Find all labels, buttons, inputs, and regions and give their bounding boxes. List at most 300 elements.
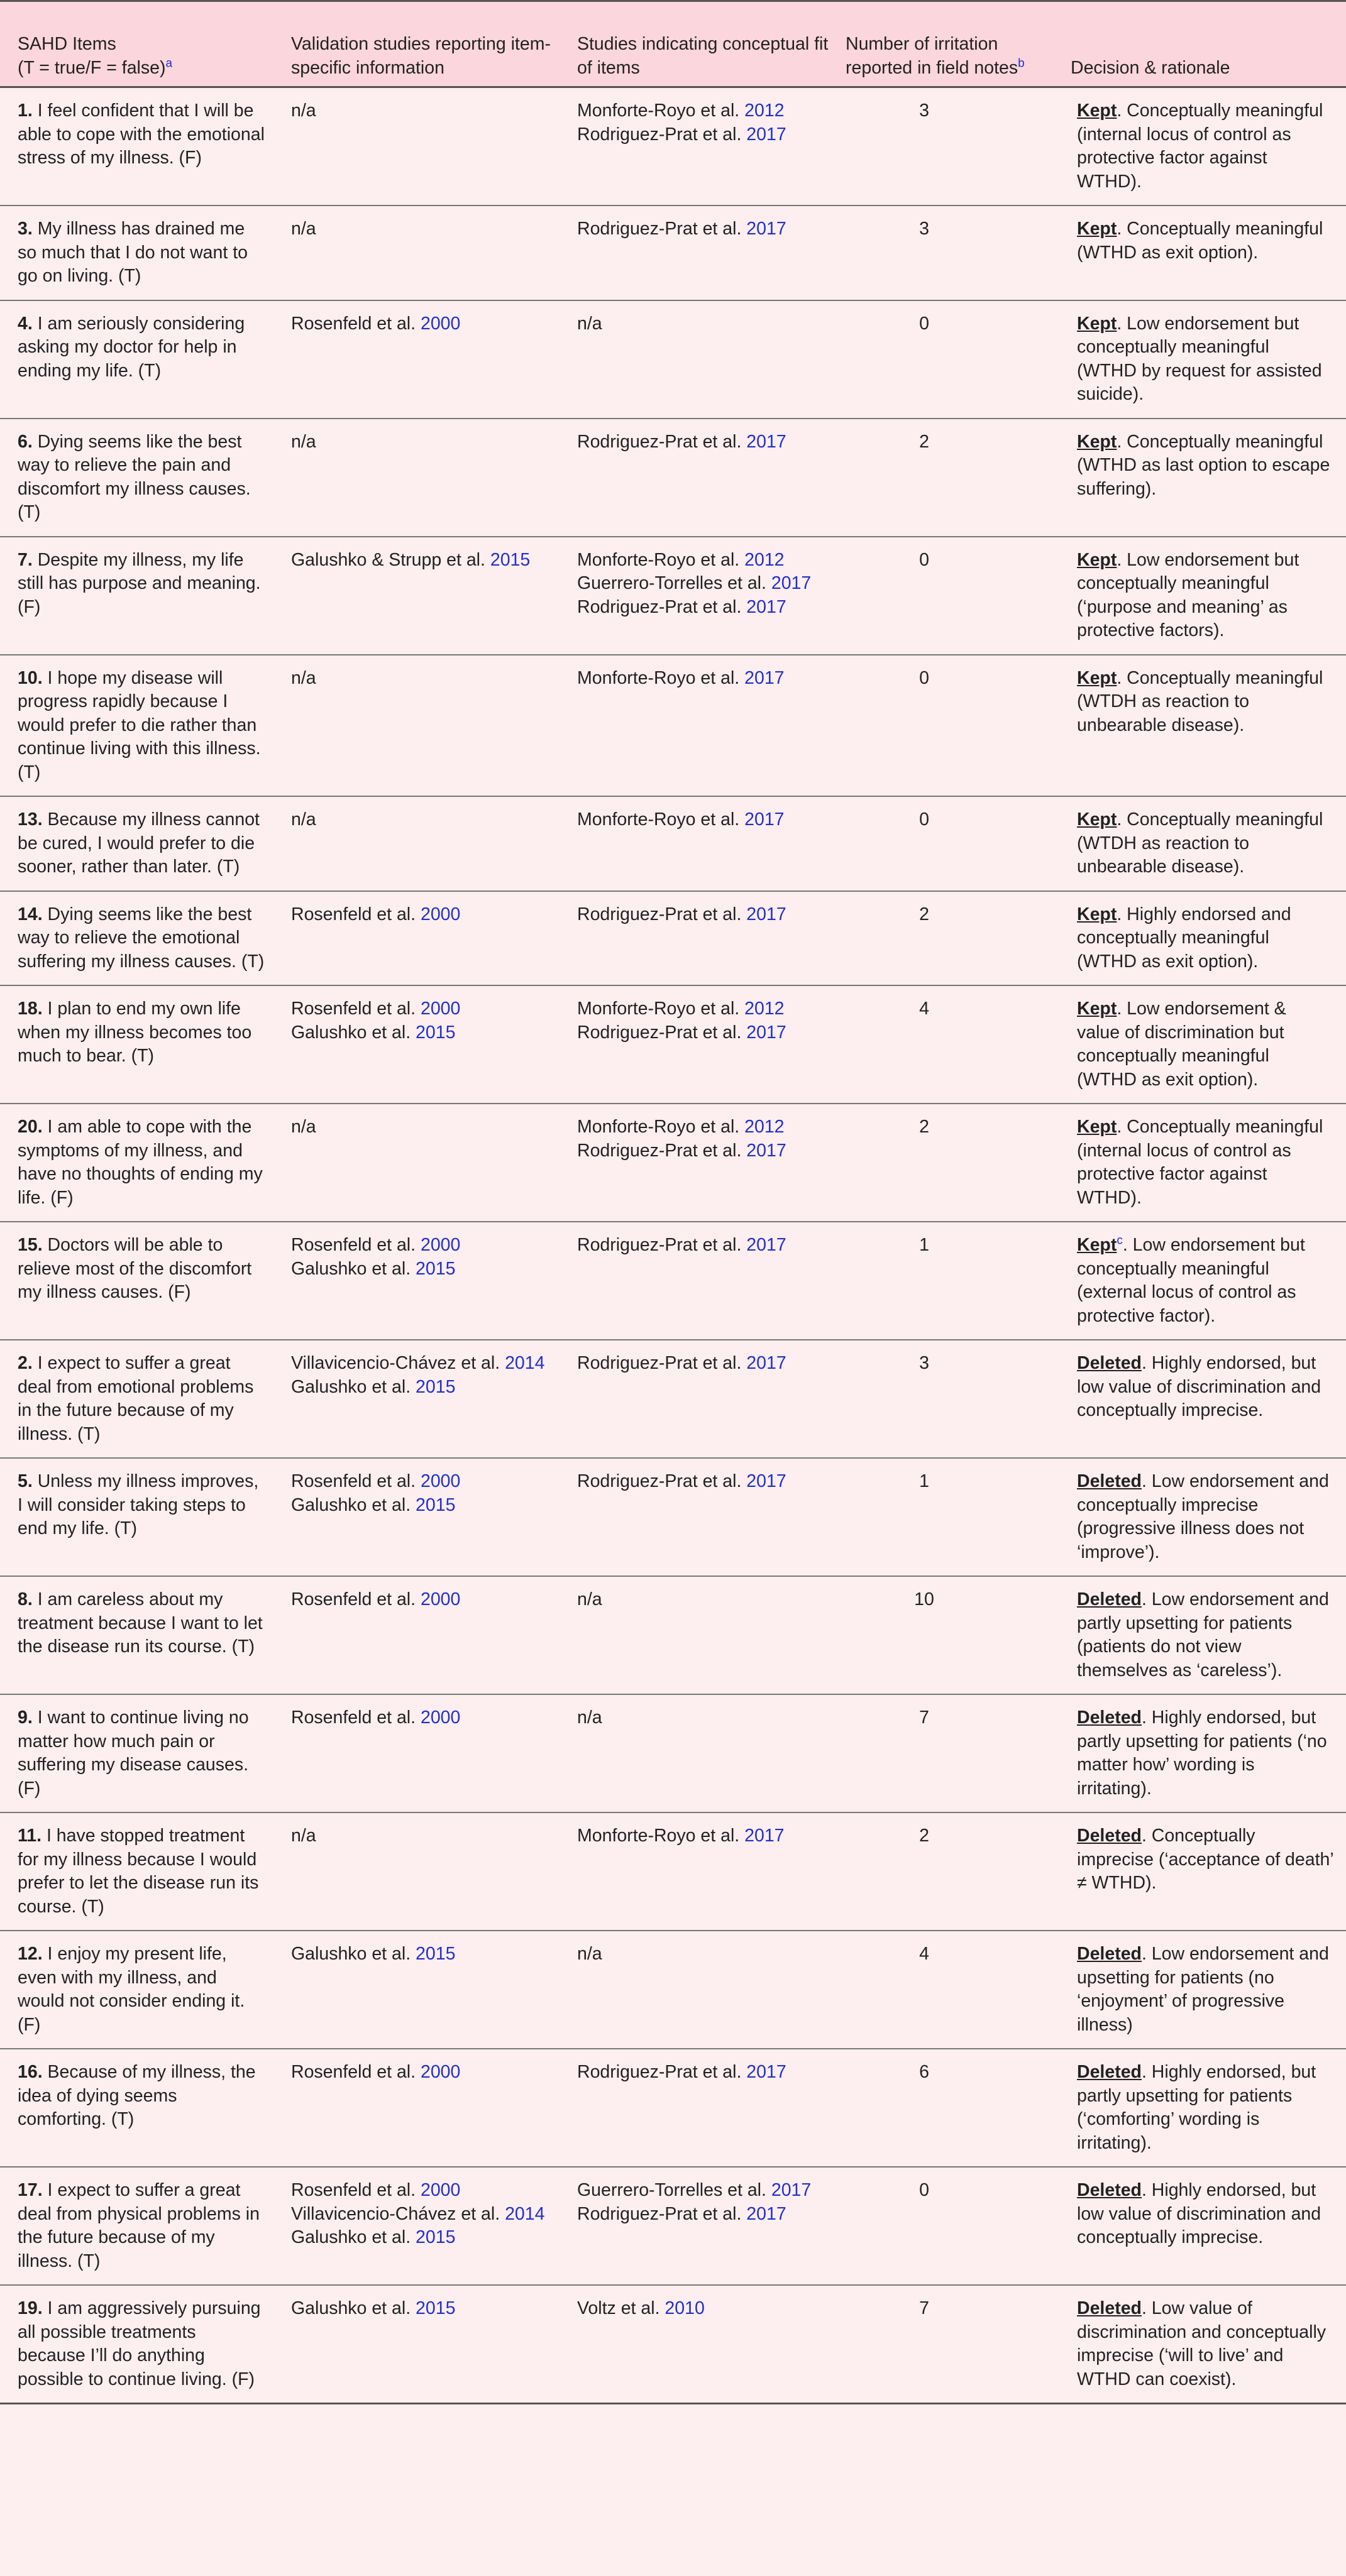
item-number: 19. bbox=[18, 2298, 43, 2318]
citation-year-link[interactable]: 2000 bbox=[420, 1471, 461, 1491]
citation-authors: Rosenfeld et al. bbox=[291, 904, 421, 924]
citation-authors: Monforte-Royo et al. bbox=[577, 101, 745, 121]
item-number: 10. bbox=[18, 667, 43, 688]
citation-authors: n/a bbox=[291, 809, 316, 830]
item-number: 18. bbox=[18, 999, 43, 1019]
conceptual-fit-cell bbox=[560, 2049, 846, 2167]
validation-studies-cell bbox=[273, 796, 560, 891]
citation-authors: Rodriguez-Prat et al. bbox=[577, 124, 747, 145]
conceptual-fit-cell bbox=[560, 1812, 846, 1931]
citation-year-link[interactable]: 2012 bbox=[744, 549, 785, 570]
irritation-count-cell: 2 bbox=[919, 904, 929, 924]
item-number: 7. bbox=[18, 549, 33, 570]
validation-studies-cell bbox=[273, 985, 560, 1104]
citation-year-link[interactable]: 2015 bbox=[416, 1258, 456, 1279]
citation bbox=[577, 430, 837, 454]
table-row bbox=[0, 2167, 1346, 2285]
citation-authors: Rodriguez-Prat et al. bbox=[577, 1022, 747, 1043]
citation-year-link[interactable]: 2017 bbox=[746, 431, 786, 452]
citation bbox=[291, 430, 551, 454]
validation-studies-cell bbox=[273, 1104, 560, 1222]
table-row bbox=[0, 655, 1346, 797]
item-text: My illness has drained me so much that I do not want to go on living. (T) bbox=[18, 219, 248, 286]
citation-authors: Rodriguez-Prat et al. bbox=[577, 1471, 747, 1491]
decision-label: Kept bbox=[1077, 999, 1117, 1019]
decision-rationale: . Conceptually meaningful (WTHD as exit option). bbox=[1077, 219, 1323, 263]
conceptual-fit-cell bbox=[560, 1340, 846, 1458]
citation bbox=[291, 1943, 551, 1966]
citation bbox=[291, 1234, 551, 1258]
sahd-item-cell bbox=[0, 796, 273, 891]
item-text: I expect to suffer a great deal from emotional problems in the future because of my illness. (T) bbox=[18, 1353, 254, 1444]
citation bbox=[291, 312, 551, 336]
table-row bbox=[0, 1222, 1346, 1340]
citation-authors: Galushko et al. bbox=[291, 2298, 416, 2318]
citation-authors: Rosenfeld et al. bbox=[291, 2062, 421, 2082]
irritation-count-cell: 4 bbox=[919, 1944, 929, 1964]
sahd-item-cell bbox=[0, 1931, 273, 2049]
irritation-count-cell: 3 bbox=[919, 219, 929, 239]
citation bbox=[291, 2203, 551, 2227]
citation-year-link[interactable]: 2017 bbox=[746, 124, 786, 145]
decision-label: Kept bbox=[1077, 1117, 1117, 1137]
citation-year-link[interactable]: 2015 bbox=[416, 1944, 456, 1964]
item-number: 9. bbox=[18, 1707, 33, 1728]
decision-label: Deleted bbox=[1077, 1589, 1142, 1609]
conceptual-fit-cell bbox=[560, 206, 846, 300]
irritation-count-cell: 3 bbox=[919, 101, 929, 121]
item-text: I am able to cope with the symptoms of my illness, and have no thoughts of ending my life. (F) bbox=[18, 1117, 263, 1208]
citation-authors: n/a bbox=[577, 313, 602, 334]
sahd-item-cell bbox=[0, 1340, 273, 1458]
citation bbox=[577, 1943, 837, 1966]
citation-year-link[interactable]: 2017 bbox=[771, 573, 812, 593]
footnote-marker: c bbox=[1117, 1234, 1123, 1247]
citation-year-link[interactable]: 2017 bbox=[746, 2203, 786, 2224]
item-number: 2. bbox=[18, 1353, 33, 1373]
conceptual-fit-cell bbox=[560, 1104, 846, 1222]
citation bbox=[577, 312, 837, 336]
citation bbox=[291, 1824, 551, 1848]
conceptual-fit-cell bbox=[560, 419, 846, 537]
decision-label: Deleted bbox=[1077, 1826, 1142, 1846]
decision-rationale: . Low endorsement and upsetting for patients (no ‘enjoyment’ of progressive illness) bbox=[1077, 1944, 1329, 2035]
citation bbox=[577, 1115, 837, 1139]
citation-authors: Villavicencio-Chávez et al. bbox=[291, 2203, 505, 2224]
decision-label: Deleted bbox=[1077, 1471, 1142, 1491]
citation-year-link[interactable]: 2017 bbox=[746, 1235, 786, 1255]
citation bbox=[577, 99, 837, 123]
citation bbox=[291, 2226, 551, 2250]
irritation-count-cell: 0 bbox=[919, 549, 929, 570]
decision-rationale: . Low value of discrimination and conceptually imprecise (‘will to live’ and WTHD can coexist). bbox=[1077, 2298, 1327, 2389]
decision-rationale: . Conceptually meaningful (WTDH as reaction to unbearable disease). bbox=[1077, 667, 1323, 735]
sahd-item-cell bbox=[0, 1812, 273, 1931]
table-row bbox=[0, 1931, 1346, 2049]
irritation-count-cell: 0 bbox=[919, 313, 929, 334]
validation-studies-cell bbox=[273, 419, 560, 537]
header-irritation-count: Number of irritation reported in field notes$^b$ bbox=[846, 34, 1025, 78]
citation-authors: Rodriguez-Prat et al. bbox=[577, 1353, 747, 1373]
validation-studies-cell bbox=[273, 1931, 560, 2049]
conceptual-fit-cell bbox=[560, 1576, 846, 1694]
citation-year-link[interactable]: 2017 bbox=[746, 1471, 786, 1491]
citation-year-link[interactable]: 2017 bbox=[771, 2180, 812, 2200]
validation-studies-cell bbox=[273, 1576, 560, 1694]
citation bbox=[577, 1588, 837, 1612]
citation bbox=[291, 2061, 551, 2085]
irritation-count-cell: 0 bbox=[919, 2180, 929, 2200]
sahd-item-cell bbox=[0, 1104, 273, 1222]
decision-label: Kept bbox=[1077, 809, 1117, 830]
citation bbox=[577, 1824, 837, 1848]
validation-studies-cell bbox=[273, 891, 560, 986]
sahd-item-cell bbox=[0, 2049, 273, 2167]
citation-authors: Galushko et al. bbox=[291, 1944, 416, 1964]
irritation-count-cell: 7 bbox=[919, 2298, 929, 2318]
citation-year-link[interactable]: 2014 bbox=[505, 2203, 545, 2224]
citation-year-link[interactable]: 2015 bbox=[416, 2298, 456, 2318]
decision-cell bbox=[1053, 655, 1346, 797]
citation-year-link[interactable]: 2012 bbox=[744, 999, 785, 1019]
item-number: 6. bbox=[18, 431, 33, 452]
citation-authors: n/a bbox=[291, 219, 316, 239]
citation bbox=[577, 903, 837, 927]
decision-rationale: . Highly endorsed, but low value of discrimination and conceptually imprecise. bbox=[1077, 2180, 1321, 2247]
table-row bbox=[0, 537, 1346, 655]
decision-rationale: . Low endorsement but conceptually meaningful (‘purpose and meaning’ as protective factors). bbox=[1077, 549, 1299, 640]
citation bbox=[291, 1115, 551, 1139]
header-validation-studies: Validation studies reporting item-specific information bbox=[291, 34, 551, 78]
decision-rationale: . Highly endorsed and conceptually meaningful (WTHD as exit option). bbox=[1077, 904, 1291, 972]
citation-authors: Monforte-Royo et al. bbox=[577, 809, 745, 830]
citation bbox=[291, 997, 551, 1021]
citation-year-link[interactable]: 2015 bbox=[416, 2227, 456, 2247]
citation-year-link[interactable]: 2015 bbox=[416, 1022, 456, 1043]
header-sahd-items: SAHD Items (T = true/F = false)$^a$ bbox=[18, 34, 173, 78]
validation-studies-cell bbox=[273, 300, 560, 419]
sahd-item-cell bbox=[0, 2285, 273, 2404]
decision-label: Deleted bbox=[1077, 1944, 1142, 1964]
irritation-count-cell: 0 bbox=[919, 667, 929, 688]
citation-year-link[interactable]: 2017 bbox=[746, 596, 786, 617]
item-text: I want to continue living no matter how much pain or suffering my disease causes. (F) bbox=[18, 1707, 249, 1799]
citation-authors: Galushko et al. bbox=[291, 1022, 416, 1043]
citation-authors: Voltz et al. bbox=[577, 2298, 665, 2318]
conceptual-fit-cell bbox=[560, 1694, 846, 1812]
citation-year-link[interactable]: 2000 bbox=[420, 313, 461, 334]
irritation-count-cell: 4 bbox=[919, 999, 929, 1019]
item-text: I expect to suffer a great deal from physical problems in the future because of my illness. (T) bbox=[18, 2180, 260, 2271]
header-conceptual-fit: Studies indicating conceptual fit of items bbox=[577, 34, 829, 78]
conceptual-fit-cell bbox=[560, 300, 846, 419]
conceptual-fit-cell bbox=[560, 796, 846, 891]
citation bbox=[577, 997, 837, 1021]
decision-rationale: . Low endorsement and partly upsetting for patients (patients do not view themselves as ‘careless’). bbox=[1077, 1589, 1329, 1680]
citation bbox=[291, 549, 551, 573]
citation-authors: Galushko et al. bbox=[291, 2227, 416, 2247]
citation bbox=[577, 1234, 837, 1258]
item-number: 20. bbox=[18, 1117, 43, 1137]
table-row bbox=[0, 1694, 1346, 1812]
decision-label: Kept bbox=[1077, 431, 1117, 452]
citation-year-link[interactable]: 2000 bbox=[420, 999, 461, 1019]
citation-year-link[interactable]: 2017 bbox=[746, 904, 786, 924]
decision-rationale: . Highly endorsed, but partly upsetting for patients (‘no matter how’ wording is irritating). bbox=[1077, 1707, 1327, 1799]
table-row bbox=[0, 1340, 1346, 1458]
citation bbox=[577, 217, 837, 241]
citation-year-link[interactable]: 2012 bbox=[744, 101, 785, 121]
citation bbox=[577, 549, 837, 573]
citation-year-link[interactable]: 2017 bbox=[746, 1022, 786, 1043]
citation-authors: Guerrero-Torrelles et al. bbox=[577, 2180, 771, 2200]
citation-year-link[interactable]: 2017 bbox=[744, 667, 785, 688]
table-row bbox=[0, 2049, 1346, 2167]
sahd-item-cell bbox=[0, 419, 273, 537]
sahd-item-cell bbox=[0, 655, 273, 797]
item-number: 16. bbox=[18, 2062, 43, 2082]
citation bbox=[577, 808, 837, 832]
citation-year-link[interactable]: 2015 bbox=[416, 1494, 456, 1515]
decision-cell bbox=[1053, 2167, 1346, 2285]
citation bbox=[291, 1376, 551, 1400]
item-text: Dying seems like the best way to relieve the emotional suffering my illness causes. (T) bbox=[18, 904, 265, 972]
table-row bbox=[0, 419, 1346, 537]
decision-cell bbox=[1053, 1222, 1346, 1340]
conceptual-fit-cell bbox=[560, 985, 846, 1104]
citation bbox=[291, 2297, 551, 2321]
table-row bbox=[0, 1104, 1346, 1222]
validation-studies-cell bbox=[273, 1458, 560, 1576]
citation-year-link[interactable]: 2017 bbox=[744, 1826, 785, 1846]
citation-authors: Rodriguez-Prat et al. bbox=[577, 431, 747, 452]
decision-rationale: . Conceptually meaningful (internal locus of control as protective factor against WTHD). bbox=[1077, 101, 1323, 192]
citation-year-link[interactable]: 2017 bbox=[746, 219, 786, 239]
table-row bbox=[0, 796, 1346, 891]
decision-cell bbox=[1053, 1458, 1346, 1576]
citation-year-link[interactable]: 2012 bbox=[744, 1117, 785, 1137]
irritation-count-cell: 1 bbox=[919, 1471, 929, 1491]
citation-authors: Rodriguez-Prat et al. bbox=[577, 1235, 747, 1255]
citation-year-link[interactable]: 2000 bbox=[420, 1235, 461, 1255]
citation bbox=[577, 1470, 837, 1494]
decision-cell bbox=[1053, 419, 1346, 537]
citation-authors: Rodriguez-Prat et al. bbox=[577, 2062, 747, 2082]
decision-cell bbox=[1053, 796, 1346, 891]
citation-year-link[interactable]: 2017 bbox=[746, 1140, 786, 1161]
citation bbox=[577, 1706, 837, 1730]
decision-label: Deleted bbox=[1077, 1353, 1142, 1373]
footnote-marker: a bbox=[165, 57, 173, 70]
citation bbox=[291, 1470, 551, 1494]
decision-cell bbox=[1053, 1931, 1346, 2049]
citation bbox=[291, 1588, 551, 1612]
citation bbox=[291, 1258, 551, 1281]
table-row bbox=[0, 206, 1346, 300]
decision-label: Kept bbox=[1077, 101, 1117, 121]
citation-authors: Rosenfeld et al. bbox=[291, 1589, 421, 1609]
citation bbox=[291, 2179, 551, 2203]
citation-authors: Rosenfeld et al. bbox=[291, 2180, 421, 2200]
citation-authors: Galushko et al. bbox=[291, 1494, 416, 1515]
decision-rationale: . Conceptually imprecise (‘acceptance of death’ ≠ WTHD). bbox=[1077, 1826, 1333, 1893]
citation-year-link[interactable]: 2015 bbox=[490, 549, 531, 570]
validation-studies-cell bbox=[273, 87, 560, 206]
sahd-item-cell bbox=[0, 206, 273, 300]
table-row bbox=[0, 985, 1346, 1104]
citation-year-link[interactable]: 2017 bbox=[746, 1353, 786, 1373]
table-row bbox=[0, 300, 1346, 419]
table-header bbox=[0, 1, 1346, 87]
citation-authors: Rosenfeld et al. bbox=[291, 1235, 421, 1255]
citation-year-link[interactable]: 2014 bbox=[505, 1353, 545, 1373]
decision-cell bbox=[1053, 985, 1346, 1104]
table-row bbox=[0, 2285, 1346, 2404]
sahd-item-cell bbox=[0, 87, 273, 206]
conceptual-fit-cell bbox=[560, 1931, 846, 2049]
citation-authors: Rodriguez-Prat et al. bbox=[577, 1140, 747, 1161]
item-text: I have stopped treatment for my illness because I would prefer to let the disease run its course. (T) bbox=[18, 1826, 259, 1917]
citation bbox=[291, 1706, 551, 1730]
citation-authors: Monforte-Royo et al. bbox=[577, 1117, 745, 1137]
item-text: I plan to end my own life when my illness becomes too much to bear. (T) bbox=[18, 999, 252, 1066]
irritation-count-cell: 2 bbox=[919, 431, 929, 452]
conceptual-fit-cell bbox=[560, 2167, 846, 2285]
validation-studies-cell bbox=[273, 655, 560, 797]
citation bbox=[577, 2297, 837, 2321]
decision-cell bbox=[1053, 1104, 1346, 1222]
irritation-count-cell: 6 bbox=[919, 2062, 929, 2082]
item-number: 14. bbox=[18, 904, 43, 924]
citation bbox=[577, 2203, 837, 2227]
citation bbox=[291, 667, 551, 691]
decision-cell bbox=[1053, 1812, 1346, 1931]
item-text: Unless my illness improves, I will consider taking steps to end my life. (T) bbox=[18, 1471, 259, 1538]
item-number: 12. bbox=[18, 1944, 43, 1964]
decision-rationale: . Conceptually meaningful (WTHD as last option to escape suffering). bbox=[1077, 431, 1330, 499]
decision-label: Kept bbox=[1077, 1235, 1117, 1255]
decision-rationale: . Low endorsement & value of discrimination but conceptually meaningful (WTHD as exit option). bbox=[1077, 999, 1286, 1090]
validation-studies-cell bbox=[273, 206, 560, 300]
decision-rationale: . Low endorsement but conceptually meaningful (external locus of control as protective factor). bbox=[1077, 1235, 1305, 1326]
decision-rationale: . Low endorsement but conceptually meaningful (WTHD by request for assisted suicide). bbox=[1077, 313, 1322, 404]
decision-cell bbox=[1053, 206, 1346, 300]
decision-label: Kept bbox=[1077, 549, 1117, 570]
decision-cell bbox=[1053, 537, 1346, 655]
citation-authors: n/a bbox=[577, 1589, 602, 1609]
sahd-item-cell bbox=[0, 2167, 273, 2285]
decision-cell bbox=[1053, 87, 1346, 206]
decision-rationale: . Low endorsement and conceptually imprecise (progressive illness does not ‘improve’). bbox=[1077, 1471, 1329, 1562]
item-text: Dying seems like the best way to relieve the pain and discomfort my illness causes. (T) bbox=[18, 431, 251, 522]
citation-authors: Galushko et al. bbox=[291, 1376, 416, 1397]
item-text: I feel confident that I will be able to cope with the emotional stress of my illness. (F) bbox=[18, 101, 265, 168]
decision-label: Kept bbox=[1077, 219, 1117, 239]
decision-label: Deleted bbox=[1077, 1707, 1142, 1728]
citation-year-link[interactable]: 2000 bbox=[420, 1707, 461, 1728]
sahd-item-cell bbox=[0, 1694, 273, 1812]
item-number: 15. bbox=[18, 1235, 43, 1255]
citation-year-link[interactable]: 2010 bbox=[665, 2298, 705, 2318]
item-text: Despite my illness, my life still has purpose and meaning. (F) bbox=[18, 549, 261, 617]
item-text: I am seriously considering asking my doctor for help in ending my life. (T) bbox=[18, 313, 245, 381]
citation-authors: Guerrero-Torrelles et al. bbox=[577, 573, 771, 593]
citation bbox=[291, 217, 551, 241]
citation bbox=[291, 1352, 551, 1376]
citation bbox=[577, 1021, 837, 1045]
decision-label: Deleted bbox=[1077, 2298, 1142, 2318]
footnote-marker: b bbox=[1018, 57, 1025, 70]
citation bbox=[577, 1139, 837, 1163]
conceptual-fit-cell bbox=[560, 1458, 846, 1576]
irritation-count-cell: 3 bbox=[919, 1353, 929, 1373]
item-number: 11. bbox=[18, 1826, 42, 1846]
irritation-count-cell: 1 bbox=[919, 1235, 929, 1255]
item-number: 5. bbox=[18, 1471, 33, 1491]
decision-cell bbox=[1053, 2285, 1346, 2404]
citation-authors: n/a bbox=[577, 1944, 602, 1964]
citation bbox=[577, 2061, 837, 2085]
citation-year-link[interactable]: 2000 bbox=[420, 2062, 461, 2082]
conceptual-fit-cell bbox=[560, 1222, 846, 1340]
citation-year-link[interactable]: 2017 bbox=[746, 2062, 786, 2082]
citation-authors: Rosenfeld et al. bbox=[291, 313, 421, 334]
citation-year-link[interactable]: 2000 bbox=[420, 904, 461, 924]
citation-authors: Galushko & Strupp et al. bbox=[291, 549, 490, 570]
decision-rationale: . Highly endorsed, but low value of discrimination and conceptually imprecise. bbox=[1077, 1353, 1321, 1420]
decision-cell bbox=[1053, 1694, 1346, 1812]
citation-authors: Rosenfeld et al. bbox=[291, 999, 421, 1019]
citation bbox=[577, 123, 837, 147]
citation bbox=[291, 99, 551, 123]
item-number: 4. bbox=[18, 313, 33, 334]
citation bbox=[291, 903, 551, 927]
table-row bbox=[0, 1812, 1346, 1931]
citation-year-link[interactable]: 2015 bbox=[416, 1376, 456, 1397]
item-text: Because my illness cannot be cured, I would prefer to die sooner, rather than later. (T) bbox=[18, 809, 260, 877]
item-number: 1. bbox=[18, 101, 33, 121]
decision-rationale: . Conceptually meaningful (internal locus of control as protective factor against WTHD). bbox=[1077, 1117, 1323, 1208]
citation-year-link[interactable]: 2017 bbox=[744, 809, 785, 830]
sahd-item-cell bbox=[0, 537, 273, 655]
sahd-item-cell bbox=[0, 300, 273, 419]
sahd-item-cell bbox=[0, 985, 273, 1104]
sahd-item-cell bbox=[0, 1458, 273, 1576]
decision-cell bbox=[1053, 891, 1346, 986]
citation-authors: Monforte-Royo et al. bbox=[577, 549, 745, 570]
item-text: Because of my illness, the idea of dying seems comforting. (T) bbox=[18, 2062, 256, 2129]
sahd-item-cell bbox=[0, 1576, 273, 1694]
decision-label: Kept bbox=[1077, 667, 1117, 688]
citation-authors: Monforte-Royo et al. bbox=[577, 1826, 745, 1846]
citation-year-link[interactable]: 2000 bbox=[420, 1589, 461, 1609]
table-row bbox=[0, 1458, 1346, 1576]
citation-authors: Monforte-Royo et al. bbox=[577, 999, 745, 1019]
sahd-item-cell bbox=[0, 1222, 273, 1340]
sahd-item-cell bbox=[0, 891, 273, 986]
decision-rationale: . Highly endorsed, but partly upsetting for patients (‘comforting’ wording is irritating). bbox=[1077, 2062, 1316, 2153]
citation-authors: Rodriguez-Prat et al. bbox=[577, 2203, 747, 2224]
citation-authors: Rodriguez-Prat et al. bbox=[577, 596, 747, 617]
item-number: 8. bbox=[18, 1589, 33, 1609]
table-row bbox=[0, 87, 1346, 206]
citation-year-link[interactable]: 2000 bbox=[420, 2180, 461, 2200]
item-text: I hope my disease will progress rapidly because I would prefer to die rather than continue living with this illness. (T) bbox=[18, 667, 261, 782]
citation-authors: Galushko et al. bbox=[291, 1258, 416, 1279]
conceptual-fit-cell bbox=[560, 87, 846, 206]
validation-studies-cell bbox=[273, 1694, 560, 1812]
item-number: 13. bbox=[18, 809, 43, 830]
